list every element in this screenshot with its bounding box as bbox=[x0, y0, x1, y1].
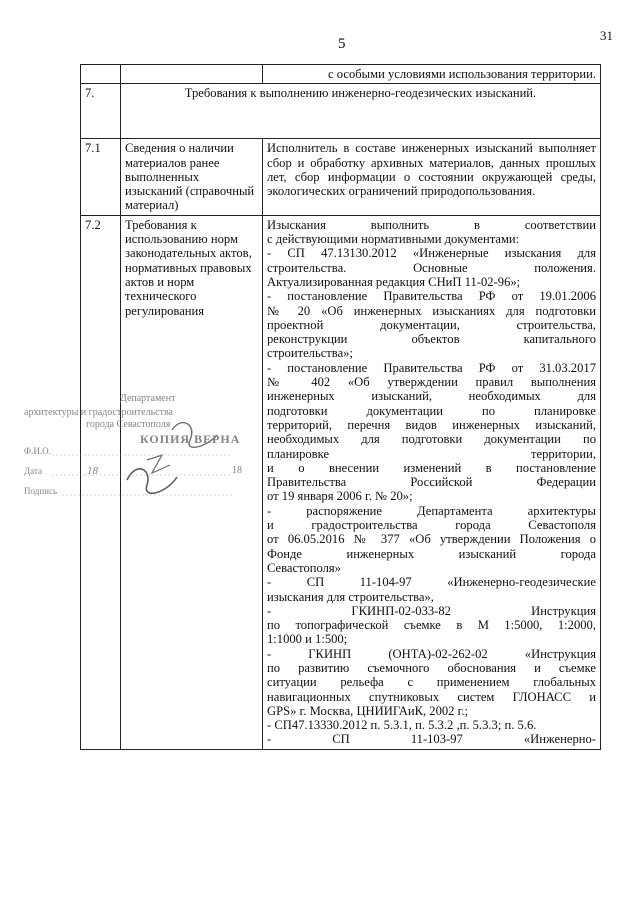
text-line: строительства»; bbox=[267, 346, 353, 361]
section-number: 7. bbox=[81, 84, 121, 139]
text-line: территорий, перечня видов инженерных изысканий, bbox=[267, 417, 596, 432]
text-line: и градостроительства города Севастополя bbox=[267, 518, 596, 533]
text-line: изыскания для строительства», bbox=[267, 589, 434, 604]
page-number: 31 bbox=[600, 28, 613, 43]
text-line: - постановление Правительства РФ от 19.01.2006 bbox=[267, 289, 596, 304]
text-line: 1:1000 и 1:500; bbox=[267, 632, 348, 647]
text-line: Правительства Российской Федерации bbox=[267, 475, 596, 490]
text-line: GPS» г. Москва, ЦНИИГАиК, 2002 г.; bbox=[267, 703, 469, 718]
text-line: необходимых для подготовки документации по bbox=[267, 432, 596, 447]
row-number: 7.1 bbox=[81, 139, 121, 215]
text-line: с действующими нормативными документами: bbox=[267, 232, 520, 247]
text-line: - СП 47.13130.2012 «Инженерные изыскания для bbox=[267, 246, 596, 261]
text-line: - ГКИНП (ОНТА)-02-262-02 «Инструкция bbox=[267, 646, 596, 661]
row-label: Сведения о наличии материалов ранее выполненных изысканий (справочный материал) bbox=[121, 139, 263, 215]
text-line: - СП 11-103-97 «Инженерно- bbox=[267, 732, 596, 747]
text-line: по развитию съемочного обоснования и съемке bbox=[267, 660, 596, 675]
text-line: № 20 «Об инженерных изысканиях для подготовки bbox=[267, 303, 596, 318]
text-line: строительства. Основные положения. bbox=[267, 260, 596, 275]
text-line: Актуализированная редакция СНиП 11-02-96»; bbox=[267, 274, 521, 289]
text-line: и о внесении изменений в постановление bbox=[267, 460, 596, 475]
certification-stamp bbox=[2, 385, 267, 510]
text-line: подготовки документации по планировке bbox=[267, 403, 596, 418]
text-line: № 402 «Об утверждении правил выполнения bbox=[267, 375, 596, 390]
text-line: - ГКИНП-02-033-82 Инструкция bbox=[267, 603, 596, 618]
stamp-label: Подпись bbox=[24, 486, 58, 496]
text-line: - СП 11-104-97 «Инженерно-геодезические bbox=[267, 575, 596, 590]
stamp-label: Ф.И.О. bbox=[24, 446, 51, 456]
page-center-number: 5 bbox=[338, 36, 346, 52]
row-text bbox=[263, 215, 601, 749]
continued-text: с особыми условиями использования территории. bbox=[263, 65, 601, 84]
stamp-title: КОПИЯ ВЕРНА bbox=[140, 432, 241, 446]
text-line: навигационных спутниковых систем ГЛОНАСС и bbox=[267, 689, 596, 704]
text-line: ситуации рельефа с применением глобальных bbox=[267, 675, 596, 690]
stamp-text: архитектуры и градостроительства bbox=[24, 407, 173, 418]
text-line: по топографической съемке в М 1:5000, 1:2000, bbox=[267, 618, 596, 633]
text-line: инженерных изысканий, необходимых для bbox=[267, 389, 596, 404]
stamp-label: Дата bbox=[24, 466, 42, 476]
text-line: - распоряжение Департамента архитектуры bbox=[267, 503, 596, 518]
text-line: Севастополя» bbox=[267, 560, 341, 575]
text-line: Фонде инженерных изысканий города bbox=[267, 546, 596, 561]
text-line: - постановление Правительства РФ от 31.03.2017 bbox=[267, 360, 596, 375]
table-row bbox=[81, 65, 601, 84]
row-label: Требования к использованию норм законодательных актов, нормативных правовых актов и норм технического регулирования bbox=[121, 215, 263, 749]
section-header-row bbox=[81, 84, 601, 139]
text-line: проектной документации, строительства, bbox=[267, 317, 596, 332]
text-line: от 06.05.2016 № 377 «Об утверждении Положения о bbox=[267, 532, 596, 547]
text-line: планировке территории, bbox=[267, 446, 596, 461]
text-line: от 19 января 2006 г. № 20»; bbox=[267, 489, 413, 504]
stamp-text: города Севастополя bbox=[86, 419, 171, 430]
row-number: 7.2 bbox=[81, 215, 121, 749]
text-line: - СП47.13330.2012 п. 5.3.1, п. 5.3.2 ,п. 5.3.3; п. 5.6. bbox=[267, 718, 537, 733]
stamp-date-day: 18 bbox=[87, 465, 98, 477]
text-line: реконструкции объектов капитального bbox=[267, 332, 596, 347]
text-line: Изыскания выполнить в соответствии bbox=[267, 217, 596, 232]
section-title: Требования к выполнению инженерно-геодезических изысканий. bbox=[121, 84, 601, 139]
stamp-text: Департамент bbox=[120, 393, 176, 404]
row-text: Исполнитель в составе инженерных изысканий выполняет сбор и обработку архивных материалов, данных прошлых лет, сбор информации о состоянии окружающей среды, экологических ограничений природопользования. bbox=[263, 139, 601, 215]
table-row bbox=[81, 139, 601, 215]
stamp-date-year: 18 bbox=[232, 465, 242, 476]
